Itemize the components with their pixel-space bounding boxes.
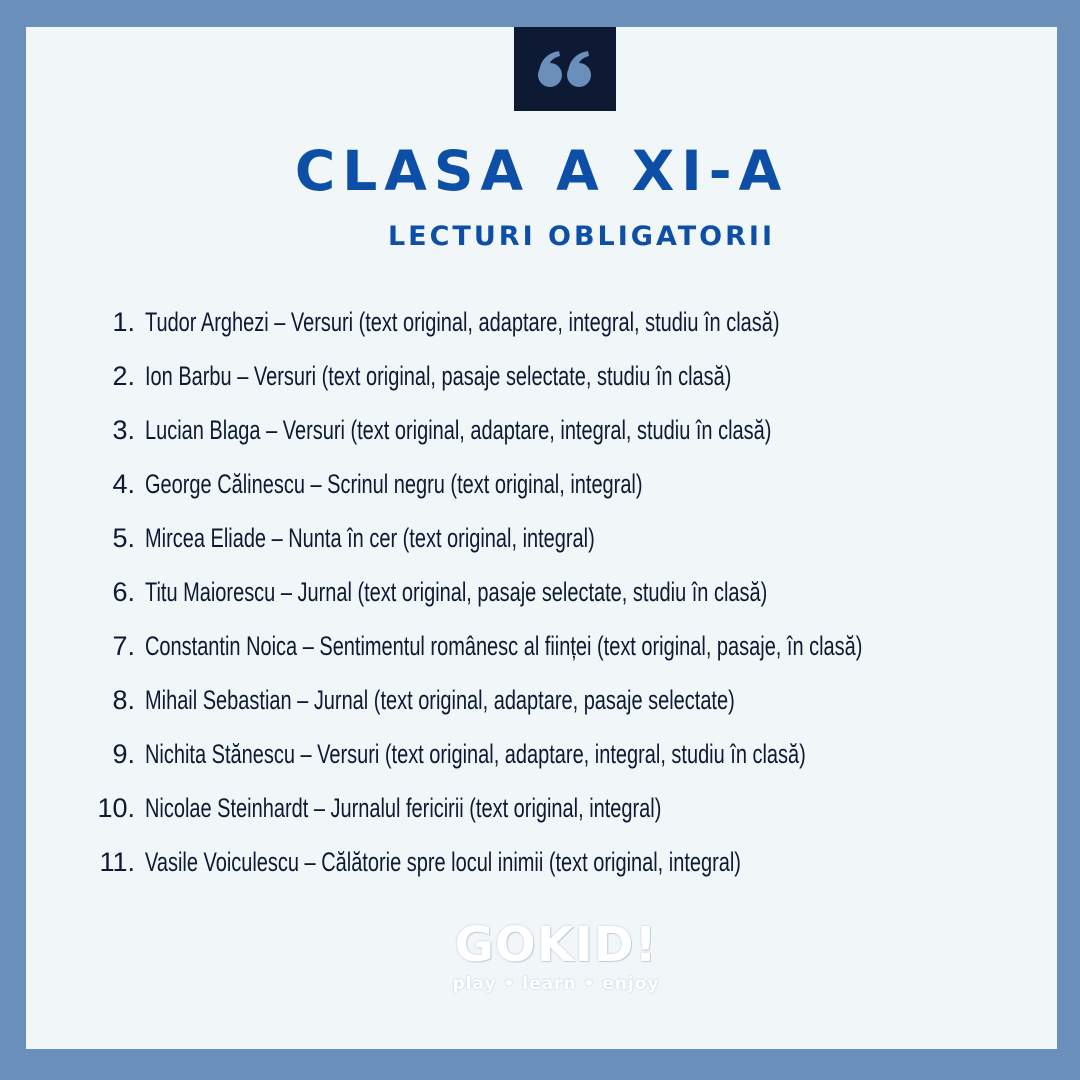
quote-mark-icon [535,49,595,89]
item-text: Vasile Voiculescu – Călătorie spre locul inimii (text original, integral) [145,847,741,877]
item-number: 5. [112,523,135,553]
item-text: Nicolae Steinhardt – Jurnalul fericirii (text original, integral) [145,793,662,823]
item-number: 7. [112,631,135,661]
item-text: Mircea Eliade – Nunta în cer (text original, integral) [145,523,595,553]
page-title: CLASA A XI-A [294,139,789,203]
list-item [86,361,1080,415]
item-number: 9. [112,739,135,769]
item-text: Constantin Noica – Sentimentul românesc al ființei (text original, pasaje, în clasă) [145,631,863,661]
content-card [26,27,1057,1049]
item-text: Ion Barbu – Versuri (text original, pasaje selectate, studiu în clasă) [145,361,732,391]
reading-list [86,307,1080,901]
list-item [86,793,1080,847]
list-item [86,847,1080,901]
item-number: 4. [112,469,135,499]
item-text: Mihail Sebastian – Jurnal (text original, adaptare, pasaje selectate) [145,685,735,715]
item-text: Tudor Arghezi – Versuri (text original, adaptare, integral, studiu în clasă) [145,307,780,337]
logo-tagline: play • learn • enjoy [452,974,660,994]
item-number: 8. [112,685,135,715]
item-number: 2. [112,361,135,391]
item-number: 6. [112,577,135,607]
gokid-logo [426,917,686,1027]
item-text: Nichita Stănescu – Versuri (text original, adaptare, integral, studiu în clasă) [145,739,806,769]
list-item [86,739,1080,793]
quote-badge [514,27,616,111]
list-item [86,685,1080,739]
list-item [86,523,1080,577]
item-number: 10. [97,793,135,823]
item-text: Titu Maiorescu – Jurnal (text original, pasaje selectate, studiu în clasă) [145,577,768,607]
logo-wordmark: GOKID! [454,917,658,973]
list-item [86,415,1080,469]
item-number: 3. [112,415,135,445]
list-item [86,307,1080,361]
item-number: 11. [99,847,135,877]
item-text: Lucian Blaga – Versuri (text original, adaptare, integral, studiu în clasă) [145,415,772,445]
item-number: 1. [112,307,135,337]
page-subtitle: LECTURI OBLIGATORII [387,221,776,252]
list-item [86,631,1080,685]
list-item [86,469,1080,523]
list-item [86,577,1080,631]
item-text: George Călinescu – Scrinul negru (text original, integral) [145,469,643,499]
